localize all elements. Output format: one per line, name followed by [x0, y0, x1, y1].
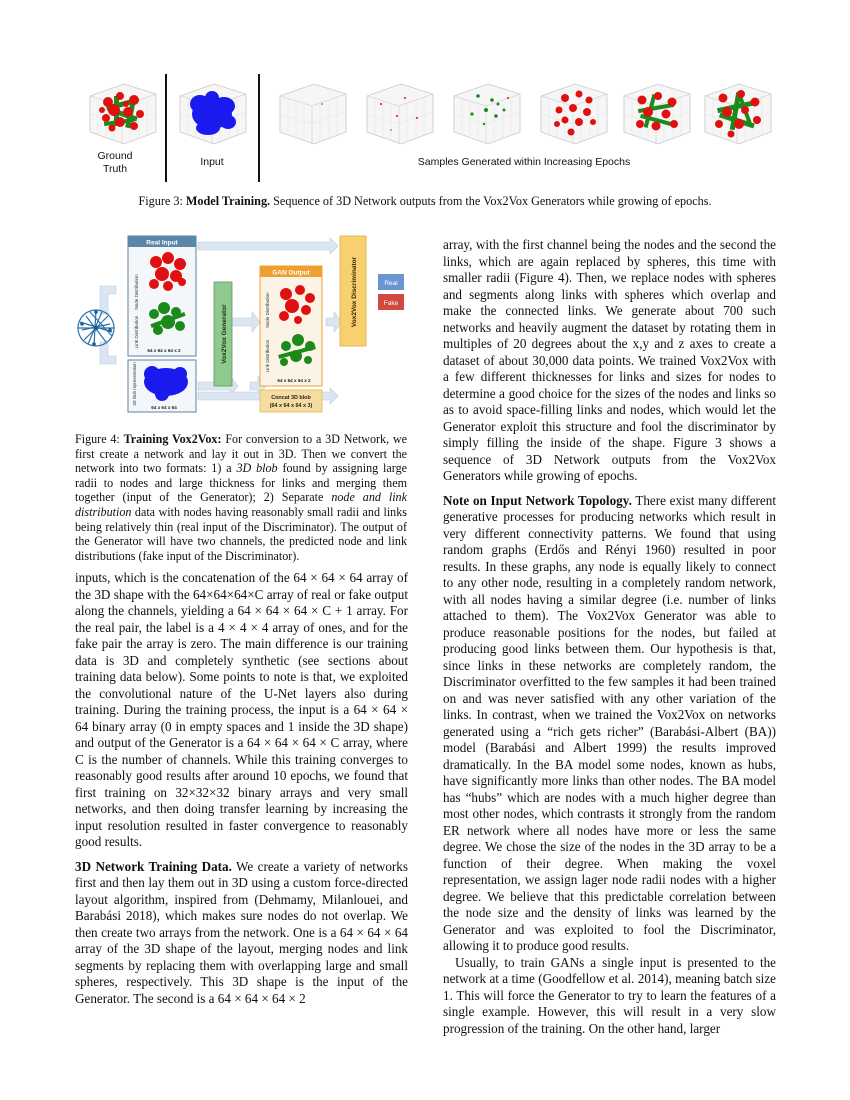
training-data-text: We create a variety of networks first and then lay them out in 3D using a custom force-directed layout algorithm, inspired from (Dehmamy, Milanlouei, and Barabási 2018), which makes sure nodes do not overlap. We then create two arrays from the network. One is a 64 × 64 × 64 array of the 3D shape of the layout, merging nodes and link segments by replacing them with overlapping large and small spheres, respectively. This 3D shape is the input of the Generator. The second is a 64 × 64 × 64 × 2 [75, 858, 408, 1006]
blob-dims: 64 x 64 x 64 [151, 405, 177, 410]
right-column [443, 237, 776, 1037]
ground-truth-plot [84, 74, 160, 146]
separator-2 [258, 74, 260, 182]
concat-label-2: (64 x 64 x 64 x 3) [269, 403, 313, 409]
figure-4-caption [75, 432, 407, 563]
figure-4-diagram [72, 232, 412, 422]
figure-4-caption-em-2: node and link distribution [75, 490, 407, 519]
fake-output-label: Fake [383, 300, 399, 307]
sample-epoch-6 [699, 74, 775, 146]
right-paragraph-1: array, with the first channel being the nodes and the second the links, which are again replaced by spheres, this time with smaller radii (Figure 4). Then, we replace nodes with spheres and segments along links with spheres which overlap and make the connected links. We generate about 700 such networks and heavily augment the dataset by rotating them in multiples of 20 degrees about the x,y and z axes to create a dataset of about 30,000 data points. We trained Vox2Vox with a few different thicknesses for links and sizes for nodes to determine a good choice for the sizes of the nodes and links so as to avoid space-filling links and nodes, which would let the Generator exploit this structure and fool the discriminator by simply filling the inside of the shape. Figure 3 shows a sequence of 3D Network outputs from the Vox2Vox Generators while growing of epochs. [443, 237, 776, 483]
figure-4-caption-part-a: For conversion to a 3D Network, we first create a network and lay it out in 3D. Then we convert the network into two formats: 1) a [75, 432, 407, 476]
samples-label: Samples Generated within Increasing Epochs [417, 156, 631, 168]
figure-4-caption-part-b: found by assigning large radii to nodes and large thickness for links and merging them together (input of the Generator); 2) Separate [75, 461, 407, 505]
figure-3 [80, 68, 780, 180]
training-data-paragraph [75, 859, 408, 1008]
concat-label-1: Concat 3D blob [271, 395, 311, 401]
sample-epoch-5 [618, 74, 694, 146]
sample-epoch-2 [361, 74, 437, 146]
topology-heading: Note on Input Network Topology. [443, 492, 632, 508]
real-node-dist-label: Node Distribution [134, 274, 139, 310]
real-input-title: Real Input [146, 239, 178, 247]
figure-4-caption-em-1: 3D blob [236, 461, 278, 476]
figure-3-caption [0, 194, 850, 209]
ground-label-line1: Ground [97, 150, 133, 162]
ground-truth-label [80, 150, 150, 176]
figure-3-caption-title: Model Training. [185, 194, 271, 208]
topology-paragraph [443, 493, 776, 955]
gan-dims: 64 x 64 x 64 x 2 [277, 378, 311, 383]
sample-epoch-1 [274, 74, 350, 146]
figure-4-caption-part-c: data with nodes having reasonably small radii and links being relatively thin (real input of the Discriminator). The output of the Generator will have two channels, the predicted node and link distributions (fake input of the Discriminator). [75, 504, 407, 563]
right-paragraph-3: Usually, to train GANs a single input is presented to the network at a time (Goodfellow et al. 2014), meaning batch size 1. This will force the Generator to try to learn the features of a single example. However, this will result in a very slow progression of the training. On the other hand, larger [443, 954, 776, 1036]
blob-label: 3D blob representation [132, 362, 137, 406]
figure-4-caption-title: Training Vox2Vox: [123, 432, 222, 446]
truth-label-line2: Truth [102, 163, 128, 175]
figure-4-caption-prefix: Figure 4: [75, 432, 120, 446]
sample-epoch-3 [448, 74, 524, 146]
real-dims: 64 x 64 x 64 x 2 [147, 348, 181, 353]
figure-3-caption-prefix: Figure 3: [138, 194, 183, 208]
gan-node-dist-label: Node Distribution [265, 292, 270, 328]
input-plot [174, 74, 250, 146]
left-column [75, 570, 408, 1007]
figure-3-caption-text: Sequence of 3D Network outputs from the Vox2Vox Generators while growing of epochs. [273, 194, 712, 208]
training-data-heading: 3D Network Training Data. [75, 858, 232, 874]
separator-1 [165, 74, 167, 182]
generator-label: Vox2Vox Generator [221, 304, 228, 364]
left-paragraph-1: inputs, which is the concatenation of the 64 × 64 × 64 array of the 3D shape with the 64×64×64×C array of real or fake output along the channels, yielding a 64 × 64 × 64 × C + 1 array. For the real pair, the label is a 4 × 4 × 4 array of ones, and for the fake pair the array is zero. The main difference is our training data is 3D and completely synthetic (see sections about training data below). Some points to note is that, we exploited the convolutional nature of the U-Net layers also during training. During the training process, the input is a 64 × 64 × 64 binary array (0 in empty spaces and 1 inside the 3D shape) and output of the Generator is a 64 × 64 × 64 × C array, where C is the number of channels. While this training converges to reasonably good results after around 10 epochs, we found that first training on 32×32×32 binary arrays and very small networks, and then doing transfer learning by increasing the input resolution resulted in faster convergence to reasonably good results. [75, 570, 408, 849]
gan-link-dist-label: Link Distribution [265, 339, 270, 373]
gan-output-title: GAN Output [272, 269, 310, 277]
input-label: Input [200, 156, 224, 168]
topology-text: There exist many different generative processes for producing networks which result in very different connectivity patterns. We found that using random graphs (Erdős and Rényi 1960) resulted in poor results. In these graphs, any node is equally likely to connect to any other node, resulting in a completely random network, with all nodes having a similar degree (i.e. number of links attached to them). The Vox2Vox Generator was able to produce reasonable positions for the nodes, but failed at producing good links between them. Our hypothesis is that, since links in these networks are completely random, the Discriminator overfitted to the few samples it had been trained on and was never satisfied with any other variation of the links. In contrast, when we trained the Vox2Vox on networks generated using a “rich gets richer” (Barabási-Albert (BA)) model (Barabási and Albert 1999) the results improved dramatically. In the BA model some nodes, known as hubs, have significantly more links than other nodes. The BA model has “hubs” which are nodes with a much higher degree than most other nodes, which contrasts it strongly from the random ER network where all nodes have more or less the same degree. We chose the size of the nodes in the 3D array to be a function of their degree. When making the voxel representation, we assign lager node radii nodes with a higher degree. We believe that this predictable correlation between the node size and the density of links was learned by the Generator and was exploited to fool the Discriminator, allowing it to produce good results. [443, 492, 776, 953]
sample-epoch-4 [535, 74, 611, 146]
discriminator-label: Vox2Vox Discriminator [351, 256, 358, 328]
real-output-label: Real [384, 280, 398, 287]
real-link-dist-label: Link Distribution [134, 315, 139, 349]
